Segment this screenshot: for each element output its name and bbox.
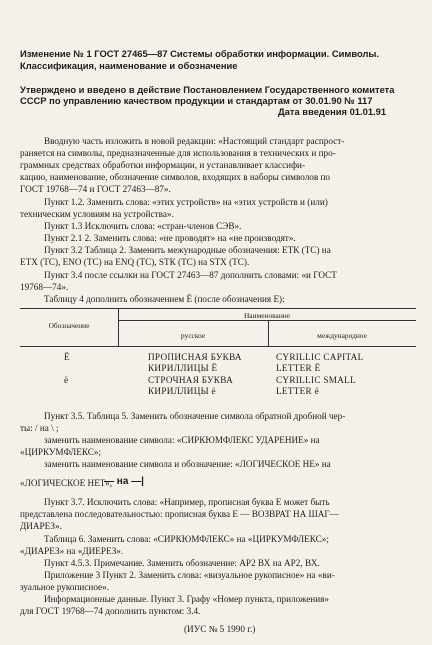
app3-line: Приложение 3 Пункт 2. Заменить слова: «визуальное рукописное» на «ви- (44, 570, 335, 580)
t6-line: «ДИАРЕЗ» на «ДИЕРЕЗ». (20, 546, 124, 556)
footer-ius: (ИУС № 5 1990 г.) (184, 624, 256, 634)
intro-line: раняется на символы, предназначенные для использования в технических и про- (20, 148, 336, 158)
table-row-international: CYRILLIC SMALL (276, 375, 356, 385)
table-row-russian: ПРОПИСНАЯ БУКВА (148, 352, 242, 362)
table-row-international: CYRILLIC CAPITAL (276, 352, 364, 362)
table-top-rule (20, 308, 416, 309)
info-line: для ГОСТ 19768—74 дополнить пунктом: 3.4. (20, 606, 201, 616)
p37-line: Пункт 3.7. Исключить слова: «Например, прописная буква Е может быть (44, 497, 330, 507)
app3-line: зуальное рукописное». (20, 582, 109, 592)
p13-line: Пункт 1.3 Исключить слова: «стран-членов СЭВ». (44, 221, 242, 231)
table-row-russian: КИРИЛЛИЦЫ Ё (148, 363, 218, 373)
col-international-header: международное (317, 331, 367, 340)
intro-line: граммных средствах обработки информации, и устанавливает классифи- (20, 160, 306, 170)
table-row-international: LETTER Ё (276, 363, 321, 373)
col-name-group-header: Наименование (243, 311, 291, 320)
table-header-rule (20, 346, 416, 347)
p12-line: Пункт 1.2. Заменить слова: «этих устройств» на «этих устройств и (или) (44, 197, 328, 207)
p35-line: заменить наименование символа и обозначение: «ЛОГИЧЕСКОЕ НЕ» на (44, 459, 331, 469)
effective-date: Дата введения 01.01.91 (278, 106, 387, 117)
p32-line: ЕТХ (ТС), ЕNО (ТС) на ЕNQ (ТС), SТК (ТС) на SТХ (ТС). (20, 257, 250, 267)
amendment-title-line2: Классификация, наименование и обозначение (20, 60, 238, 71)
intro-line: ГОСТ 19768—74 и ГОСТ 27463—87». (20, 184, 171, 194)
p35-line: «ЦИРКУМФЛЕКС»; (20, 447, 102, 457)
p32-line: Пункт 3.2 Таблица 2. Заменить межународные обозначения: ЕТК (ТС) на (44, 245, 331, 255)
table4-intro: Таблицу 4 дополнить обозначением Ё (после обозначения Е): (44, 294, 285, 304)
t6-line: Таблица 6. Заменить слова: «СИРКЮМФЛЕКС» на «ЦИРКУМФЛЕКС»; (44, 534, 329, 544)
p34-line: Пункт 3.4 после ссылки на ГОСТ 27463—87 дополнить словами: «и ГОСТ (44, 270, 337, 280)
table-row-symbol: Ё (64, 352, 70, 362)
table-row-russian: КИРИЛЛИЦЫ ё (148, 386, 216, 396)
p453-line: Пункт 4.5.3. Примечание. Заменить обозначение: АР2 ВХ на АР2, ВХ. (44, 558, 320, 568)
table-row-international: LETTER ё (276, 386, 319, 396)
p35-line: ты: / на \ ; (20, 423, 59, 433)
info-line: Информационные данные. Пункт 3. Графу «Номер пункта, приложения» (44, 594, 329, 604)
table-group-rule (118, 320, 416, 321)
approval-line1: Утверждено и введено в действие Постановлением Государственного комитета (20, 84, 395, 95)
approval-line2: СССР по управлению качеством продукции и стандартам от 30.01.90 № 117 (20, 95, 373, 106)
intro-line: Вводную часть изложить в новой редакции: «Настоящий стандарт распрост- (44, 136, 345, 146)
p37-line: ДИАРЕЗ». (20, 521, 62, 531)
p35-end: «ЛОГИЧЕСКОЕ НЕТ», (20, 478, 113, 488)
table-row-symbol: ё (64, 375, 69, 385)
amendment-title-line1: Изменение № 1 ГОСТ 27465—87 Системы обработки информации. Символы. (20, 48, 380, 59)
logical-not-symbols: — на —| (104, 476, 144, 487)
p34-line: 19768—74». (20, 282, 69, 292)
col-symbol-header: Обозначение (48, 321, 90, 330)
p21-line: Пункт 2.1 2. Заменить слова: «не проводят» на «не производят». (44, 233, 296, 243)
col-russian-header: русское (180, 331, 206, 340)
intro-line: кацию, наименование, обозначение символов, входящих в наборы символов по (20, 172, 331, 182)
p12-line: техническим условиям на устройства». (20, 209, 174, 219)
p35-line: Пункт 3.5. Таблица 5. Заменить обозначение символа обратной дробной чер- (44, 411, 346, 421)
p35-line: заменить наименование символа: «СИРКЮМФЛЕКС УДАРЕНИЕ» на (44, 435, 320, 445)
p37-line: представлена последовательностью: прописная буква Е — ВОЗВРАТ НА ШАГ— (20, 509, 339, 519)
table-row-russian: СТРОЧНАЯ БУКВА (148, 375, 234, 385)
